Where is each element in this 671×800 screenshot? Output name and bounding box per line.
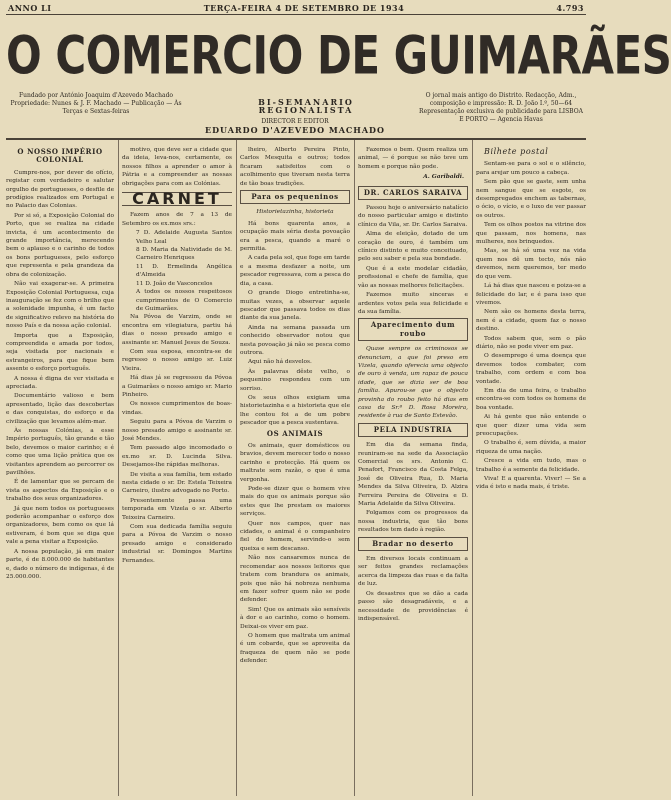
article-paragraph: Não nos cansaremos nunca de recomendar aos nossos leitores que tratem com brandura os animais, pois que não há nobreza nenhuma em fazer sofrer quem não se pode defender. — [240, 555, 350, 604]
column-divider — [236, 140, 237, 796]
article-paragraph: Já que nem todos os portugueses poderão acompanhar o esforço dos organizadores, bem como os que lá estiveram, é bom que se diga que vale a pena visitar a Exposição. — [6, 505, 114, 546]
article-paragraph: Folgamos com os progressos da nossa industria, que tão bons resultados tem dado à região. — [358, 510, 468, 534]
ownership-text: Propriedade: Nunes & J. F. Machado — Publicação — Às Terças e Sextas-feiras — [10, 100, 182, 115]
article-paragraph: A nossa é digna de ver visitada e apreciada. — [6, 375, 114, 390]
article-paragraph: Seguiu para a Póvoa de Varzim o nosso presado amigo e assinante sr. José Mendes. — [122, 419, 232, 442]
list-item: 8 D. Maria da Natividade de M. Carneiro Henriques — [136, 247, 232, 262]
article-paragraph: A cada pela sol, que foge em tarde e a mesma desfazer a noite, um pescador regressava, com a pesca do dia, a casa. — [240, 255, 350, 287]
industry-heading: PELA INDUSTRIA — [358, 423, 468, 437]
article-paragraph: Os nossos cumprimentos de boas-vindas. — [122, 401, 232, 416]
column-5 — [476, 146, 586, 796]
desert-heading: Bradar no deserto — [358, 537, 468, 551]
article-paragraph: Alma de eleição, dotado de um coração de ouro, é também um clínico distinto e muito conceituado, pelo seu saber e pela sua bondade. — [358, 231, 468, 263]
top-rule — [6, 14, 586, 15]
article-paragraph: Na Póvoa de Varzim, onde se encontra em vilegiatura, partiu há dias o nosso presado amigo e assinante sr. Manuel Jesus de Souza. — [122, 314, 232, 346]
article-paragraph: Tem passado algo incomodado o ex.mo sr. D. Lucinda Silva. Desejamos-lhe rápidas melhoras. — [122, 445, 232, 469]
article-paragraph: Ainda na semana passada um conhecido observador notou que nesta povoação já não se pesca como outrora. — [240, 324, 350, 356]
article-paragraph: Às palavras dêste velho, o pequenino respondeu com um sorriso. — [240, 368, 350, 392]
birthday-list — [122, 229, 232, 313]
director-label: DIRECTOR E EDITOR — [261, 118, 329, 125]
children-section-heading: Para os pequeninos — [240, 190, 350, 204]
column-3 — [240, 146, 350, 796]
list-item: 11 D. João de Vasconcelos — [136, 280, 213, 287]
article-paragraph: Os seus olhos exigiam uma historietazinha e a historieta que ele lhe contou foi a de um pobre pescador que a pesca sustentava. — [240, 394, 350, 427]
saraiva-heading: DR. CARLOS SARAIVA — [358, 186, 468, 200]
article-paragraph: Os desastres que se dão a cada passo são desagradáveis, e a necessidade de providências é indispensável. — [358, 590, 468, 622]
founder-info — [6, 92, 186, 116]
carnet-heading: CARNET — [122, 192, 232, 206]
number-label: 4.793 — [556, 3, 584, 13]
animals-heading: OS ANIMAIS — [266, 428, 324, 438]
article-paragraph: Viva! E a quarenta. Viver! — Se a vida é isto e nada mais, é triste. — [476, 476, 586, 491]
article-paragraph: Quer nos campos, quer nas cidades, o animal é o companheiro fiel do homem, servindo-o sem queixa e sem descanso. — [240, 520, 350, 552]
article-heading: O NOSSO IMPÉRIO COLONIAL — [17, 147, 103, 165]
column-divider — [472, 140, 473, 796]
article-paragraph: Por si só, a Exposição Colonial do Porto, que se realiza na cidade invicta, é um acontecimento de grande importância, merecendo bem o aplauso e o carinho de todos os bons portugueses, pelo esforço que representa e pela grandeza da obra de colonização. — [6, 212, 114, 278]
article-paragraph: O desemprego é uma doença que devemos todos combater, com trabalho, com ordem e com boa vontade. — [476, 353, 586, 385]
author-signature: A. Garibaldi. — [423, 174, 464, 181]
article-paragraph: Há bons quarenta anos, a ocupação mais séria desta povoação era a pesca, quando a maré o permitia. — [240, 220, 350, 253]
article-paragraph: Há dias já se regressou da Póvoa a Guimarães o nosso amigo sr. Mario Pinheiro. — [122, 375, 232, 398]
redaction-text: O jornal mais antigo do Distrito. Redacção, Adm., composição e impressão: R. D. João I.º, 50—64 — [425, 92, 577, 107]
advertising-text: Representação exclusiva de publicidade para LISBOA E PORTO — Agencia Havas — [419, 108, 583, 123]
article-paragraph: O grande Diogo entretinha-se, muitas vezes, a observar aquele pescador que passava todos os dias diante da sua janela. — [240, 290, 350, 322]
article-paragraph: Sim! Que os animais são sensíveis à dor e ao carinho, como o homem. Deixai-os viver em paz. — [240, 606, 350, 630]
article-paragraph: Cumpre-nos, por dever de ofício, registar com verdadeiro e salutar orgulho de portugueses, o desfile de prodígios realizados em Portugal e no Palacio das Colonias. — [6, 169, 114, 210]
article-paragraph: Em diversos locais continuam a ser feitos grandes reclamações acerca da limpeza das ruas e da falta de luz. — [358, 556, 468, 588]
list-item: 11 D. Ermelinda Angélica d'Almeida — [136, 263, 232, 279]
article-paragraph: Às nossas Colónias, a esse Império português, tão grande e tão belo, devemos o maior carinho; e é como que uma lição prática que os visitantes aprendem ao percorrer os pavilhões. — [6, 428, 114, 477]
story-subheading: Historietazinha, historieta — [256, 209, 334, 216]
article-paragraph: Fazemos o bem. Quem realiza um animal, — é porque se não teve um homem e porque não pode. — [358, 147, 468, 170]
list-item: 7 D. Adelaide Augusta Santos Velho Leal — [136, 230, 232, 245]
founder-text: Fundado por António Joaquim d'Azevedo Machado — [18, 92, 174, 99]
article-paragraph: O homem que maltrata um animal é um cobarde, que se aproveita da fraqueza de quem não se pode defender. — [240, 632, 350, 665]
list-item: A todos os nossos respeitosos cumprimentos de O Comercio de Guimarães. — [136, 289, 232, 312]
column-divider — [118, 140, 119, 796]
theft-heading: Aparecimento dum roubo — [358, 318, 468, 341]
article-paragraph: Pode-se dizer que o homem vive mais do que os animais porque são estes que lhe prestam os maiores serviços. — [240, 486, 350, 518]
contact-info — [416, 92, 586, 124]
date-label: TERÇA-FEIRA 4 DE SETEMBRO DE 1934 — [203, 3, 405, 13]
article-paragraph: Sem pão que se gaste, sem unha nem sangue que se esgote, os desempregados enchem as tabernas, o ócio, o vício, e o luxo de ver passar os outros. — [476, 179, 586, 219]
article-paragraph: Tem os olhos postos na vitrine dos que passam, nos homens, nas mulheres, nos brinquedos. — [476, 222, 586, 246]
article-paragraph: O trabalho é, sem dúvida, a maior riqueza de uma nação. — [476, 440, 586, 455]
column-4 — [358, 146, 468, 796]
article-paragraph: Ai há gente que não entende o que quer dizer uma vida sem preocupações. — [476, 414, 586, 437]
article-paragraph: A nossa população, já em maior parte, é de 8.000.000 de habitantes e, dado o número de indígenas, é de 25.000.000. — [6, 548, 114, 580]
article-paragraph: motivo, que deve ser a cidade que da ideia, leva-nos, certamente, os nossos filhos a aprender o amor à Pátria e a compreender as nossas obrigações para com as Colónias. — [122, 147, 232, 187]
article-paragraph: lheiro, Alberto Pereira Pinto, Carlos Mesquita e outros; todos ficaram satisfeitos com o acolhimento que tiveram nesta terra de tão boas tradições. — [240, 147, 350, 187]
article-paragraph: Quase sempre os criminosos se denunciam, a que foi preso em Vizela, quando oferecia uma objecto de ouro à venda, um rapaz de pouca idade, que se dizia ser de boa família. Apurou-se que o objecto provinha do roubo feito há dias em casa da Sr.ª D. Rosa Moreira, residente à rua de Santo Estevão. — [358, 346, 468, 420]
postcard-heading: Bilhete postal — [484, 147, 549, 156]
article-paragraph: De visita a sua família, tem estado nesta cidade o sr. Dr. Estela Teixeira Carneiro, ilustre advogado no Porto. — [122, 471, 232, 495]
article-paragraph: É de lamentar que se percam de vista os aspectos da Exposição e o trabalho dos seus organizadores. — [6, 479, 114, 503]
column-1 — [6, 146, 114, 796]
issue-label: ANNO LI — [8, 3, 52, 13]
article-paragraph: Não vai exagerar-se. A primeira Exposição Colonial Portuguesa, cuja inauguração se fez com o brilho que a solenidade impunha, é um facto de significativo relevo na história do nosso País e da nossa ação colonial. — [6, 281, 114, 330]
article-paragraph: Em dia de uma feira, o trabalho encontra-se com todos os homens de boa vontade. — [476, 387, 586, 411]
article-paragraph: Fazemos muito sinceras e ardentes votos pela sua felicidade e da sua família. — [358, 292, 468, 315]
article-paragraph: Com sua esposa, encontra-se de regresso o nosso amigo sr. Luiz Vieira. — [122, 348, 232, 372]
article-paragraph: Nem são os homens desta terra, nem é a cidade, quem faz o nosso destino. — [476, 309, 586, 333]
article-paragraph: Mas, se há só uma vez na vida quem nos dê um tecto, nós não devemos, nem queremos, ter medo do que vem. — [476, 248, 586, 280]
paper-type: BI-SEMANARIO REGIONALISTA — [258, 97, 354, 115]
article-paragraph: Sentam-se para o sol e o silêncio, para arejar um pouco a cabeça. — [476, 161, 586, 176]
article-paragraph: Documentário valioso e bem apresentado, lição das descobertas e das conquistas, do esforço e da civilização que levamos além-mar. — [6, 393, 114, 425]
director-block — [180, 118, 410, 134]
article-paragraph: Que é a este modelar cidadão, profissional e chefe de família, que vão as nossas melhores felicitações. — [358, 265, 468, 289]
article-paragraph: Todos sabem que, sem o pão diário, não se pode viver em paz. — [476, 335, 586, 350]
article-paragraph: Presentemente passa uma temporada em Vizela o sr. Alberto Teixeira Carneiro. — [122, 497, 232, 521]
column-2 — [122, 146, 232, 796]
article-paragraph: Cresce a vida em tudo, mas o trabalho é a semente da felicidade. — [476, 458, 586, 473]
article-paragraph: Passou hoje o aniversário natalício do nosso particular amigo e distinto clínico da Vila, sr. Dr. Carlos Saraiva. — [358, 205, 468, 228]
article-paragraph: Lá há dias que nasceu e poiza-se a felicidade do lar, e é para isso que vivemos. — [476, 283, 586, 306]
carnet-intro: Fazem anos de 7 a 13 de Setembro os ex.mos srs.: — [122, 212, 232, 227]
article-paragraph: Importa que a Exposição, compreendida e amada por todos, seja visitada por nacionais e estrangeiros, para que fique bem assente o esforço português. — [6, 332, 114, 373]
director-name: EDUARDO D'AZEVEDO MACHADO — [205, 125, 385, 135]
masthead-rule — [6, 138, 586, 140]
article-paragraph: Os animais, quer domésticos ou bravios, devem merecer todo o nosso carinho e protecção. Há quem os maltrate sem razão, o que é uma vergonha. — [240, 443, 350, 483]
article-paragraph: Aqui não há desvelos. — [248, 359, 312, 366]
column-divider — [354, 140, 355, 796]
article-paragraph: Com sua dedicada família seguiu para a Póvoa de Varzim o nosso presado amigo e considerado industrial sr. Domingos Martins Fernandes. — [122, 524, 232, 564]
newspaper-title: O COMERCIO DE GUIMARÃES — [6, 24, 671, 86]
article-paragraph: Em dia da semana finda, reuniram-se na sede da Associação Comercial os srs. Antonio C. Penafort, Francisco da Costa Felga, José de Oliveira Rua, D. Maria Mendes da Silva Oliveira, D. Alzira Ferreira Pereira de Oliveira e D. Maria Adelaide da Silva Oliveira. — [358, 442, 468, 508]
